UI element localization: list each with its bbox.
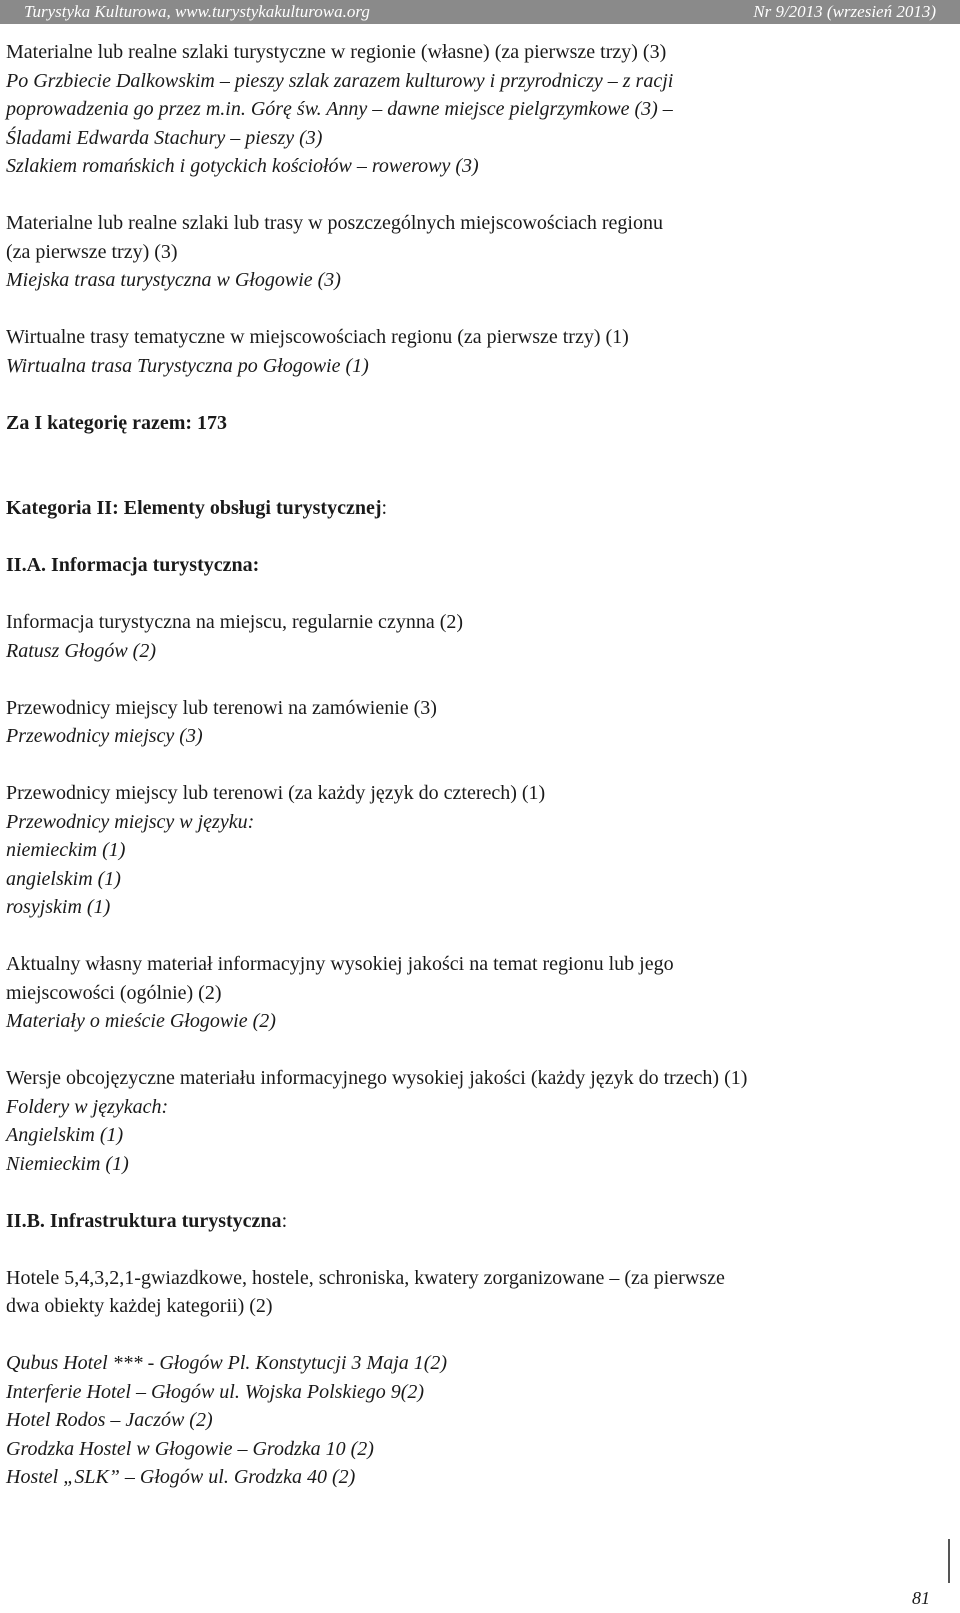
text-line: niemieckim (1)	[6, 839, 126, 861]
subsection-heading: II.A. Informacja turystyczna:	[6, 554, 260, 576]
journal-title: Turystyka Kulturowa, www.turystykakulturowa.org	[24, 2, 370, 21]
hotel-entry: Grodzka Hostel w Głogowie – Grodzka 10 (2)	[6, 1437, 374, 1460]
subsection-heading-text: II.B. Infrastruktura turystyczna	[6, 1209, 282, 1232]
text-line: Przewodnicy miejscy (3)	[6, 725, 203, 747]
text-line: Wirtualne trasy tematyczne w miejscowościach regionu (za pierwsze trzy) (1)	[6, 326, 629, 348]
text-line: Informacja turystyczna na miejscu, regularnie czynna (2)	[6, 611, 464, 633]
margin-rule	[948, 1539, 950, 1583]
subsection-heading-colon: :	[281, 1209, 288, 1232]
text-line: Materiały o mieście Głogowie (2)	[6, 1010, 276, 1032]
text-line: Po Grzbiecie Dalkowskim – pieszy szlak zarazem kulturowy i przyrodniczy – z racji	[6, 69, 674, 92]
section-heading-colon: :	[381, 497, 388, 519]
subsection-heading	[6, 1207, 954, 1236]
text-line: Śladami Edwarda Stachury – pieszy (3)	[6, 126, 323, 149]
text-line: Angielskim (1)	[6, 1124, 124, 1146]
text-line: Przewodnicy miejscy lub terenowi na zamówienie (3)	[6, 696, 437, 719]
text-line: poprowadzenia go przez m.in. Górę św. Anny – dawne miejsce pielgrzymkowe (3) –	[6, 98, 673, 120]
text-line: Materialne lub realne szlaki turystyczne w regionie (własne) (za pierwsze trzy) (3)	[6, 41, 667, 63]
text-line: dwa obiekty każdej kategorii) (2)	[6, 1295, 273, 1317]
hotel-entry: Interferie Hotel – Głogów ul. Wojska Polskiego 9(2)	[6, 1380, 425, 1403]
text-line: rosyjskim (1)	[6, 896, 111, 918]
issue-info: Nr 9/2013 (wrzesień 2013)	[753, 2, 936, 21]
document-body	[6, 38, 954, 1492]
section-heading	[6, 494, 954, 523]
text-line: Hotele 5,4,3,2,1-gwiazdkowe, hostele, schroniska, kwatery zorganizowane – (za pierwsze	[6, 1266, 725, 1289]
text-line: Przewodnicy miejscy lub terenowi (za każdy język do czterech) (1)	[6, 782, 546, 804]
page-number: 81	[912, 1588, 930, 1608]
text-line: Aktualny własny materiał informacyjny wysokiej jakości na temat regionu lub jego	[6, 953, 674, 975]
text-line: Materialne lub realne szlaki lub trasy w poszczególnych miejscowościach regionu	[6, 212, 663, 234]
text-line: miejscowości (ogólnie) (2)	[6, 981, 222, 1004]
text-line: Wirtualna trasa Turystyczna po Głogowie (1)	[6, 354, 369, 377]
text-line: Niemieckim (1)	[6, 1152, 129, 1175]
section-heading-text: Kategoria II: Elementy obsługi turystycznej	[6, 497, 382, 519]
page-header	[0, 0, 960, 24]
hotel-entry: Qubus Hotel *** - Głogów Pl. Konstytucji 3 Maja 1(2)	[6, 1352, 448, 1374]
text-line: (za pierwsze trzy) (3)	[6, 240, 178, 263]
text-line: Przewodnicy miejscy w języku:	[6, 810, 255, 833]
text-line: angielskim (1)	[6, 867, 121, 890]
text-line: Ratusz Głogów (2)	[6, 639, 156, 662]
text-line: Foldery w językach:	[6, 1095, 169, 1118]
hotel-entry: Hostel „SLK” – Głogów ul. Grodzka 40 (2)	[6, 1466, 356, 1488]
text-line: Miejska trasa turystyczna w Głogowie (3)	[6, 269, 341, 291]
text-line: Szlakiem romańskich i gotyckich kościołów – rowerowy (3)	[6, 155, 479, 177]
text-line: Wersje obcojęzyczne materiału informacyjnego wysokiej jakości (każdy język do trzech) (1)	[6, 1067, 748, 1089]
category-total: Za I kategorię razem: 173	[6, 411, 228, 434]
hotel-entry: Hotel Rodos – Jaczów (2)	[6, 1409, 213, 1431]
